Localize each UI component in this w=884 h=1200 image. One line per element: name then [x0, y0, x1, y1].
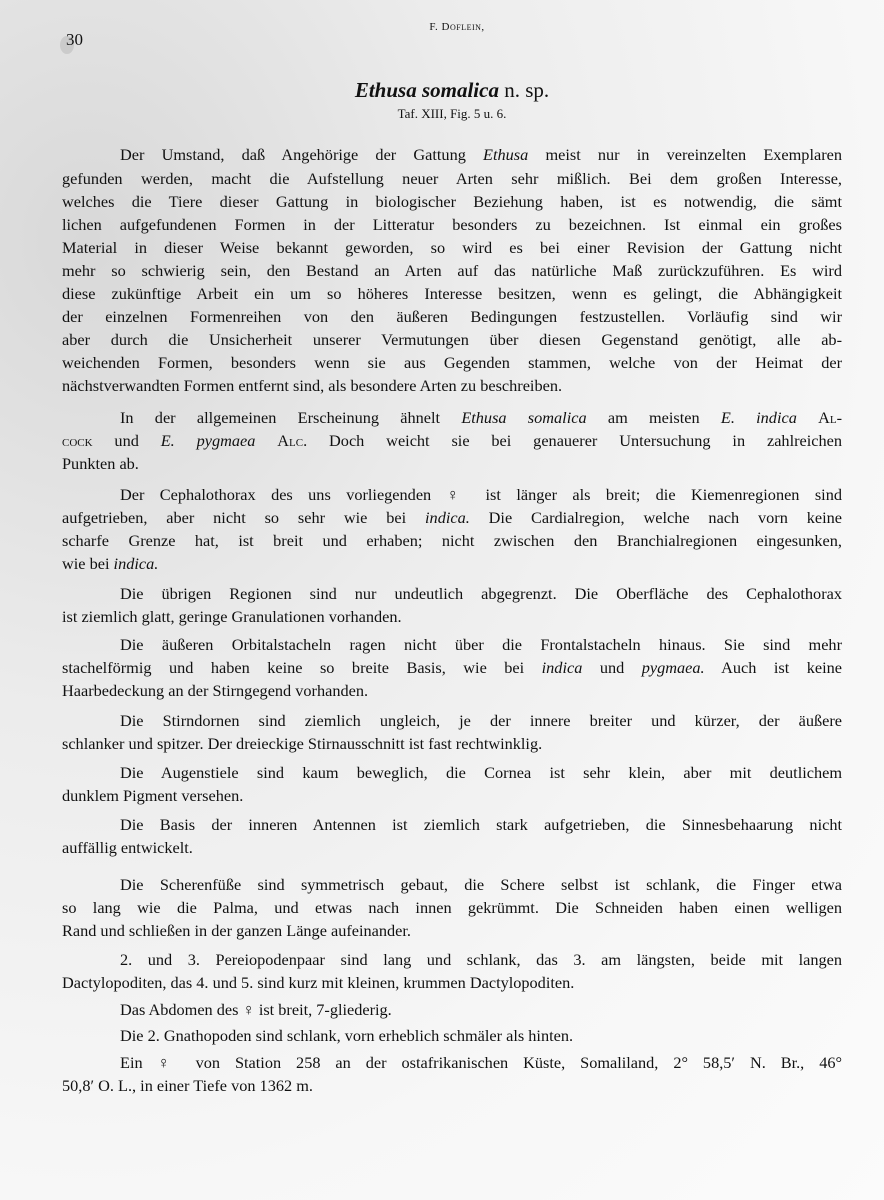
text-run: mehr so schwierig sein, den Bestand an Arten auf das natürliche Maß zurückzuführen. Es wird: [62, 261, 842, 280]
text-run: welches die Tiere dieser Gattung in biologischer Beziehung haben, ist es notwendig, die sämt: [62, 192, 842, 211]
text-line: [62, 431, 842, 451]
text-line: [62, 169, 842, 189]
text-run: Material in dieser Weise bekannt geworden, so wird es bei einer Revision der Gattung nicht: [62, 238, 842, 257]
text-line: [120, 485, 842, 505]
text-line: [62, 330, 842, 350]
text-line: [62, 353, 842, 373]
text-run: Die Scherenfüße sind symmetrisch gebaut, die Schere selbst ist schlank, die Finger etwa: [120, 875, 842, 894]
text-run: Al-: [818, 408, 842, 427]
text-run: Ein ♀ von Station 258 an der ostafrikanischen Küste, Somaliland, 2° 58,5′ N. Br., 46°: [120, 1053, 842, 1072]
text-line: [62, 454, 842, 474]
text-run: Die Augenstiele sind kaum beweglich, die Cornea ist sehr klein, aber mit deutlichem: [120, 763, 842, 782]
text-run: Rand und schließen in der ganzen Länge aufeinander.: [62, 921, 412, 940]
text-run: 2. und 3. Pereiopodenpaar sind lang und schlank, das 3. am längsten, beide mit langen: [120, 950, 842, 969]
text-run: am meisten: [586, 408, 721, 427]
text-run: aufgetrieben, aber nicht so sehr wie bei: [62, 508, 426, 527]
text-run: lichen aufgefundenen Formen in der Litteratur besonders zu bezeichnen. Ist einmal ein großes: [62, 215, 842, 234]
text-run: meist nur in vereinzelten Exemplaren: [528, 145, 842, 164]
text-line: [120, 1000, 842, 1020]
text-line: [120, 815, 842, 835]
text-line: [62, 192, 842, 212]
text-run: pygmaea.: [641, 658, 705, 677]
text-run: Punkten ab.: [62, 454, 139, 473]
text-run: cock: [62, 431, 93, 450]
text-line: [62, 531, 842, 551]
text-line: [62, 921, 842, 941]
species-name: Ethusa somalica: [354, 78, 499, 102]
title-suffix: n. sp.: [498, 78, 550, 102]
text-run: Die übrigen Regionen sind nur undeutlich abgegrenzt. Die Oberfläche des Cephalothorax: [120, 584, 842, 603]
text-run: Doch weicht sie bei genauerer Untersuchung in zahlreichen: [307, 431, 842, 450]
text-line: [62, 261, 842, 281]
text-line: [62, 838, 842, 858]
text-line: [120, 1026, 842, 1046]
text-run: E. indica: [720, 408, 797, 427]
text-line: [120, 950, 842, 970]
text-run: so lang wie die Palma, und etwas nach innen gekrümmt. Die Schneiden haben einen welligen: [62, 898, 842, 917]
text-run: und: [582, 658, 642, 677]
text-line: [62, 1076, 842, 1096]
text-run: der einzelnen Formenreihen von den äußeren Bedingungen festzustellen. Vorläufig sind wir: [62, 307, 842, 326]
text-run: Ethusa somalica: [461, 408, 587, 427]
text-run: aber durch die Unsicherheit unserer Vermutungen über diesen Gegenstand genötigt, alle ab-: [62, 330, 842, 349]
text-run: Die äußeren Orbitalstacheln ragen nicht über die Frontalstacheln hinaus. Sie sind mehr: [120, 635, 842, 654]
text-run: nächstverwandten Formen entfernt sind, als besondere Arten zu beschreiben.: [62, 376, 563, 395]
text-line: [120, 408, 842, 428]
text-run: [797, 408, 818, 427]
text-line: [120, 145, 842, 165]
text-line: [120, 711, 842, 731]
text-run: Der Cephalothorax des uns vorliegenden ♀ ist länger als breit; die Kiemenregionen sind: [120, 485, 842, 504]
text-run: gefunden werden, macht die Aufstellung neuer Arten sehr mißlich. Bei dem großen Interesse,: [62, 169, 842, 188]
text-line: [62, 508, 842, 528]
text-run: Die 2. Gnathopoden sind schlank, vorn erheblich schmäler als hinten.: [120, 1026, 574, 1045]
text-run: Das Abdomen des ♀ ist breit, 7-gliederig.: [120, 1000, 392, 1019]
text-run: [255, 431, 277, 450]
section-title: [0, 78, 884, 103]
plate-reference: Taf. XIII, Fig. 5 u. 6.: [397, 106, 507, 121]
text-run: auffällig entwickelt.: [62, 838, 193, 857]
text-run: Ethusa: [483, 145, 529, 164]
text-run: indica: [541, 658, 583, 677]
text-line: [62, 307, 842, 327]
text-line: [62, 681, 842, 701]
text-run: 50,8′ O. L., in einer Tiefe von 1362 m.: [62, 1076, 313, 1095]
text-run: Auch ist keine: [704, 658, 842, 677]
text-line: [120, 635, 842, 655]
text-line: [120, 1053, 842, 1073]
text-run: diese zukünftige Arbeit ein um so höheres Interesse besitzen, wenn es gelingt, die Abhängigkeit: [62, 284, 842, 303]
text-line: [62, 734, 842, 754]
text-line: [62, 238, 842, 258]
text-line: [62, 973, 842, 993]
text-run: Der Umstand, daß Angehörige der Gattung: [120, 145, 484, 164]
text-run: stachelförmig und haben keine so breite Basis, wie bei: [62, 658, 542, 677]
text-run: schlanker und spitzer. Der dreieckige Stirnausschnitt ist fast rechtwinklig.: [62, 734, 543, 753]
text-run: Die Stirndornen sind ziemlich ungleich, je der innere breiter und kürzer, der äußere: [120, 711, 842, 730]
text-run: Dactylopoditen, das 4. und 5. sind kurz mit kleinen, krummen Dactylopoditen.: [62, 973, 575, 992]
text-line: [120, 875, 842, 895]
text-run: Die Cardialregion, welche nach vorn keine: [469, 508, 842, 527]
text-line: [120, 763, 842, 783]
text-run: ist ziemlich glatt, geringe Granulationen vorhanden.: [62, 607, 402, 626]
text-run: weichenden Formen, besonders wenn sie aus Gegenden stammen, welche von der Heimat der: [62, 353, 842, 372]
text-line: [62, 658, 842, 678]
text-run: Haarbedeckung an der Stirngegend vorhanden.: [62, 681, 369, 700]
text-line: [62, 215, 842, 235]
text-line: [62, 284, 842, 304]
text-run: indica.: [113, 554, 159, 573]
running-head: F. Doflein,: [429, 21, 485, 33]
text-run: indica.: [425, 508, 470, 527]
text-run: dunklem Pigment versehen.: [62, 786, 244, 805]
text-line: [62, 376, 842, 396]
text-run: scharfe Grenze hat, ist breit und erhaben; nicht zwischen den Branchialregionen eingesunken,: [62, 531, 842, 550]
text-run: In der allgemeinen Erscheinung ähnelt: [120, 408, 462, 427]
text-run: Alc.: [277, 431, 308, 450]
text-line: [120, 584, 842, 604]
text-line: [62, 786, 842, 806]
text-run: E. pygmaea: [160, 431, 256, 450]
text-line: [62, 554, 842, 574]
text-run: wie bei: [62, 554, 114, 573]
text-line: [62, 607, 842, 627]
text-run: Die Basis der inneren Antennen ist ziemlich stark aufgetrieben, die Sinnesbehaarung nicht: [120, 815, 842, 834]
page-number: 30: [66, 30, 83, 49]
text-line: [62, 898, 842, 918]
text-run: und: [92, 431, 161, 450]
